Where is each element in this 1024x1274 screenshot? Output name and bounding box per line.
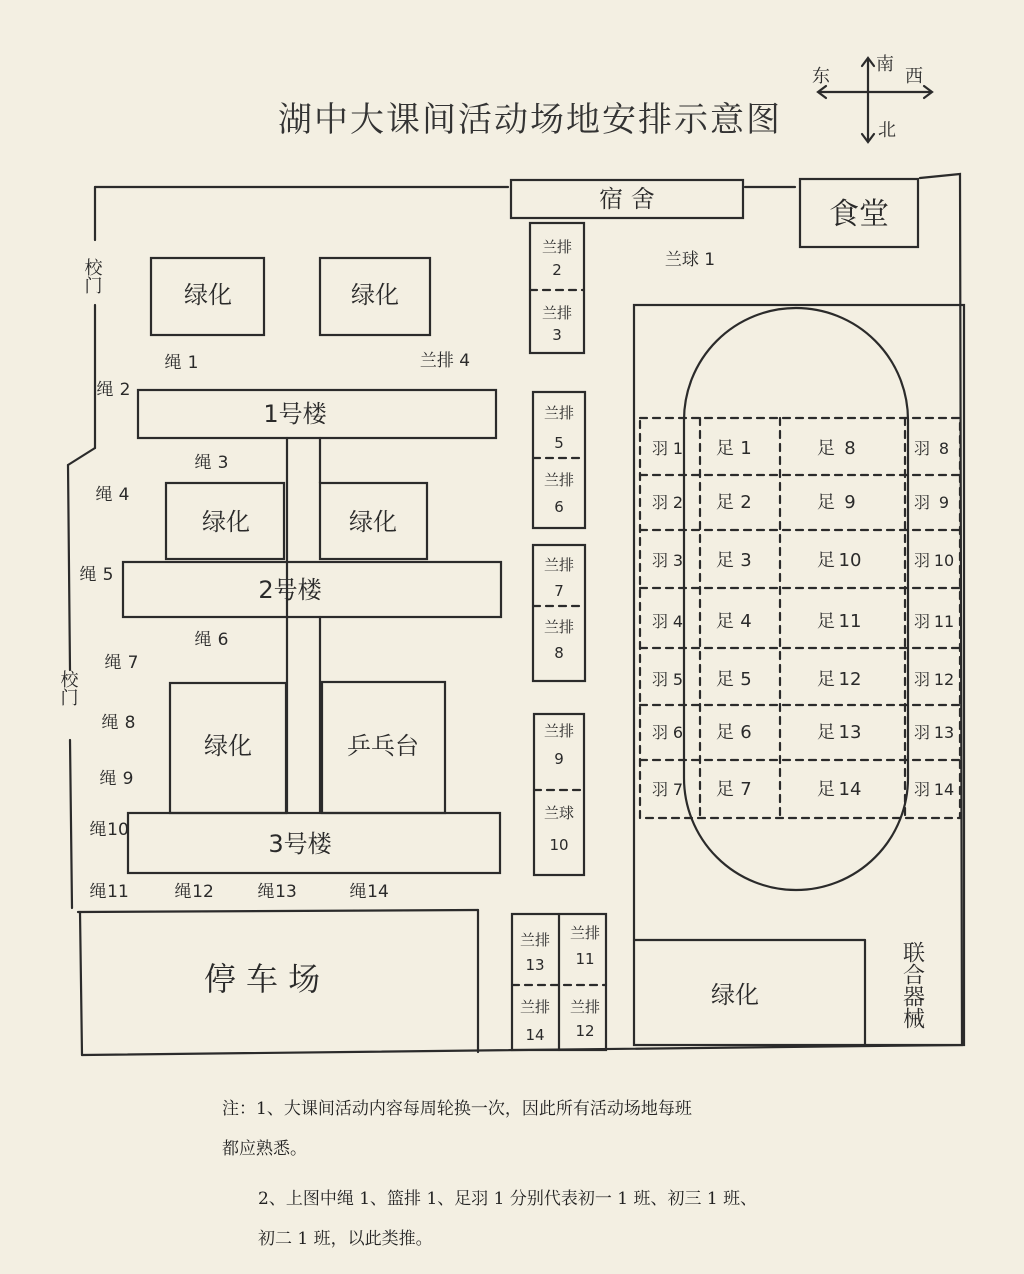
rope-label-prefix: 绳 [99, 769, 117, 789]
badminton-prefix-label: 羽 [651, 723, 669, 742]
court-number-label: 12 [575, 1022, 595, 1040]
badminton-prefix-label: 羽 [913, 551, 931, 570]
compass-west-label: 西 [905, 66, 923, 87]
rope-label-prefix: 绳 [174, 882, 192, 902]
soccer-number-label: 5 [740, 669, 752, 690]
gate-label-top: 校门 [81, 258, 103, 294]
equipment-label: 联合器械 [899, 941, 925, 1029]
badminton-prefix-label: 羽 [651, 780, 669, 799]
rope-label-prefix: 绳 [194, 453, 212, 473]
rope-label-number: 5 [102, 565, 114, 585]
rope-label-number: 7 [127, 653, 139, 673]
court-prefix-label: 兰排 [519, 998, 551, 1016]
green-label-5: 绿化 [204, 732, 252, 760]
rope-label-number: 9 [122, 769, 134, 789]
badminton-number-label: 13 [933, 723, 955, 742]
court-prefix-label: 兰排 [569, 924, 601, 942]
badminton-number-label: 14 [933, 780, 955, 799]
rope-label-prefix: 绳 [257, 882, 275, 902]
rope-label-prefix: 绳 [89, 820, 107, 840]
badminton-number-label: 1 [672, 439, 684, 458]
court-prefix-label: 兰排 [543, 618, 575, 636]
court-number-label: 3 [552, 326, 562, 344]
soccer-prefix-label: 足 [716, 611, 734, 632]
soccer-number-label: 9 [844, 492, 856, 513]
green-label-2: 绿化 [351, 281, 399, 309]
note-1-line-1: 注：1、大课间活动内容每周轮换一次，因此所有活动场地每班 [222, 1099, 692, 1119]
badminton-prefix-label: 羽 [651, 551, 669, 570]
green-label-3: 绿化 [202, 508, 250, 536]
court-prefix-label: 兰排 [543, 471, 575, 489]
badminton-number-label: 4 [672, 612, 684, 631]
soccer-number-label: 10 [838, 550, 862, 571]
green-label-4: 绿化 [349, 508, 397, 536]
building-3-label: 3号楼 [268, 830, 332, 858]
badminton-prefix-label: 羽 [913, 670, 931, 689]
building-2-label: 2号楼 [258, 576, 322, 604]
badminton-number-label: 7 [672, 780, 684, 799]
rope-label-number: 12 [192, 882, 214, 902]
rope-label-prefix: 绳 [164, 353, 182, 373]
soccer-prefix-label: 足 [817, 492, 835, 513]
rope-label-prefix: 绳 [95, 485, 113, 505]
soccer-prefix-label: 足 [716, 779, 734, 800]
soccer-prefix-label: 足 [817, 722, 835, 743]
court-number-label: 8 [554, 644, 564, 662]
badminton-number-label: 10 [933, 551, 955, 570]
page-title: 湖中大课间活动场地安排示意图 [278, 100, 782, 140]
rope-label-number: 4 [118, 485, 130, 505]
badminton-number-label: 12 [933, 670, 955, 689]
rope-label-prefix: 绳 [96, 380, 114, 400]
soccer-prefix-label: 足 [716, 438, 734, 459]
soccer-number-label: 12 [838, 669, 862, 690]
green-label-1: 绿化 [184, 281, 232, 309]
rope-label-prefix: 绳 [101, 713, 119, 733]
rope-label-prefix: 绳 [349, 882, 367, 902]
soccer-prefix-label: 足 [716, 492, 734, 513]
court-prefix-label: 兰排 [543, 404, 575, 422]
soccer-prefix-label: 足 [817, 611, 835, 632]
rope-label-number: 13 [275, 882, 297, 902]
rope-label-number: 2 [119, 380, 131, 400]
badminton-prefix-label: 羽 [651, 493, 669, 512]
soccer-number-label: 4 [740, 611, 752, 632]
pingpong-label: 乒乓台 [347, 732, 419, 760]
court-prefix-label: 兰排 [543, 722, 575, 740]
green-label-6: 绿化 [711, 981, 759, 1009]
rope-label-number: 1 [187, 353, 199, 373]
dynamic-labels [80, 238, 955, 1044]
soccer-number-label: 7 [740, 779, 752, 800]
soccer-number-label: 2 [740, 492, 752, 513]
rope-label-prefix: 绳 [104, 653, 122, 673]
compass-south-label: 南 [876, 54, 894, 75]
rope-label-prefix: 绳 [89, 882, 107, 902]
badminton-prefix-label: 羽 [913, 493, 931, 512]
badminton-prefix-label: 羽 [913, 439, 931, 458]
badminton-number-label: 5 [672, 670, 684, 689]
badminton-prefix-label: 羽 [913, 780, 931, 799]
badminton-number-label: 2 [672, 493, 684, 512]
rope-label-number: 8 [124, 713, 136, 733]
dormitory-label: 宿 舍 [599, 185, 655, 213]
rope-label-number: 11 [107, 882, 129, 902]
soccer-number-label: 13 [838, 722, 862, 743]
court-number-label: 13 [525, 956, 545, 974]
badminton-number-label: 3 [672, 551, 684, 570]
parking-label: 停 车 场 [203, 960, 321, 998]
note-2-line-1: 2、上图中绳 1、篮排 1、足羽 1 分别代表初一 1 班、初三 1 班、 [258, 1189, 758, 1209]
badminton-prefix-label: 羽 [651, 612, 669, 631]
soccer-number-label: 3 [740, 550, 752, 571]
court-prefix-label: 兰排 [569, 998, 601, 1016]
basketball-1-label: 兰球 1 [664, 250, 716, 270]
badminton-number-label: 11 [933, 612, 955, 631]
court-number-label: 7 [554, 582, 564, 600]
soccer-number-label: 6 [740, 722, 752, 743]
court-prefix-label: 兰球 [543, 804, 575, 822]
badminton-number-label: 8 [938, 439, 950, 458]
rope-label-prefix: 绳 [194, 630, 212, 650]
badminton-number-label: 9 [938, 493, 950, 512]
note-2-line-2: 初二 1 班，以此类推。 [258, 1229, 433, 1249]
note-1-line-2: 都应熟悉。 [222, 1139, 307, 1159]
soccer-number-label: 1 [740, 438, 752, 459]
soccer-prefix-label: 足 [817, 438, 835, 459]
badminton-prefix-label: 羽 [913, 723, 931, 742]
court-number-label: 14 [525, 1026, 545, 1044]
court-prefix-label: 兰排 [543, 556, 575, 574]
soccer-prefix-label: 足 [817, 779, 835, 800]
rope-label-prefix: 绳 [79, 565, 97, 585]
soccer-prefix-label: 足 [716, 722, 734, 743]
soccer-number-label: 11 [838, 611, 862, 632]
court-number-label: 10 [549, 836, 569, 854]
court-prefix-label: 兰排 [541, 304, 573, 322]
gate-label-bottom: 校门 [57, 670, 79, 706]
badminton-prefix-label: 羽 [651, 439, 669, 458]
lanpai-4-label: 兰排 4 [419, 351, 471, 371]
rope-label-number: 14 [367, 882, 389, 902]
court-prefix-label: 兰排 [541, 238, 573, 256]
court-number-label: 2 [552, 261, 562, 279]
compass-east-label: 东 [812, 66, 830, 87]
badminton-prefix-label: 羽 [651, 670, 669, 689]
soccer-prefix-label: 足 [716, 669, 734, 690]
compass-north-label: 北 [878, 120, 896, 141]
rope-label-number: 6 [217, 630, 229, 650]
court-prefix-label: 兰排 [519, 931, 551, 949]
rope-label-number: 3 [217, 453, 229, 473]
badminton-prefix-label: 羽 [913, 612, 931, 631]
badminton-number-label: 6 [672, 723, 684, 742]
canteen-label: 食堂 [829, 197, 889, 232]
court-number-label: 9 [554, 750, 564, 768]
rope-label-number: 10 [107, 820, 129, 840]
soccer-prefix-label: 足 [817, 669, 835, 690]
soccer-number-label: 14 [838, 779, 862, 800]
court-number-label: 5 [554, 434, 564, 452]
court-number-label: 6 [554, 498, 564, 516]
building-1-label: 1号楼 [263, 400, 327, 428]
soccer-number-label: 8 [844, 438, 856, 459]
soccer-prefix-label: 足 [817, 550, 835, 571]
soccer-prefix-label: 足 [716, 550, 734, 571]
court-number-label: 11 [575, 950, 595, 968]
